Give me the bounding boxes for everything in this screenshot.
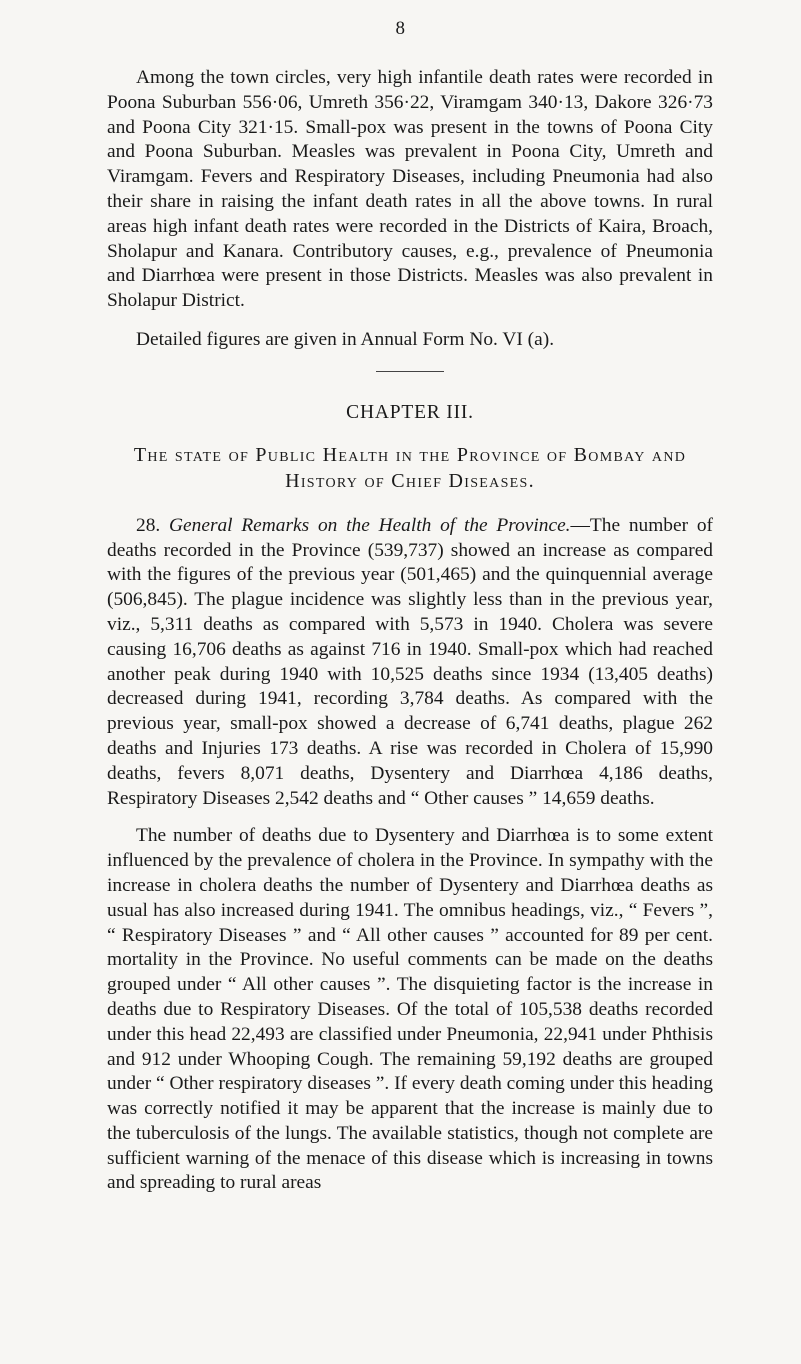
paragraph-dysentery-diarrhoea: The number of deaths due to Dysentery and Diarrhœa is to some extent influenced by the prevalence of cholera in the Province. In sympathy with the increase in cholera deaths the number of Dysentery and Diarrhœa deaths as usual has also increased during 1941. The omnibus headings, viz., “ Fevers ”, “ Respiratory Diseases ” and “ All other causes ” accounted for 89 per cent. mortality in the Province. No useful comments can be made on the deaths grouped under “ All other causes ”. The disquieting factor is the increase in deaths due to Respiratory Diseases. Of the total of 105,538 deaths recorded under this head 22,493 are classified under Pneumonia, 22,941 under Phthisis and 912 under Whooping Cough. The remaining 59,192 deaths are grouped under “ Other respiratory diseases ”. If every death coming under this heading was correctly notified it may be apparent that the increase is mainly due to the tuberculosis of the lungs. The available statistics, though not complete are sufficient warning of the menace of this disease which is increasing in towns and spreading to rural areas	[107, 825, 713, 1194]
section-italic-title: General Remarks on the Health of the Province.	[169, 514, 571, 536]
divider-rule	[376, 371, 444, 372]
paragraph-infantile-death-rates: Among the town circles, very high infantile death rates were recorded in Poona Suburban 556·06, Umreth 356·22, Viramgam 340·13, Dakore 326·73 and Poona City 321·15. Small-pox was present in the towns of Poona City and Poona Suburban. Measles was prevalent in Poona City, Umreth and Viramgam. Fevers and Respiratory Diseases, including Pneumonia had also their share in raising the infant death rates in all the above towns. In rural areas high infant death rates were recorded in the Districts of Kaira, Broach, Sholapur and Kanara. Contributory causes, e.g., prevalence of Pneumonia and Diarrhœa were present in those Districts. Measles was also prevalent in Sholapur District.	[107, 67, 713, 312]
page-number: 8	[395, 18, 406, 39]
section-title: The state of Public Health in the Province of Bombay and History of Chief Diseases.	[133, 443, 687, 492]
section-body-text: —The number of deaths recorded in the Province (539,737) showed an increase as compared with the figures of the previous year (501,465) and the quinquennial average (506,845). The plague incidence was slightly less than in the previous year, viz., 5,311 deaths as compared with 5,573 in 1940. Cholera was severe causing 16,706 deaths as against 716 in 1940. Small-pox which had reached another peak during 1940 with 10,525 deaths since 1934 (13,405 deaths) decreased during 1941, recording 3,784 deaths. As compared with the previous year, small-pox showed a decrease of 6,741 deaths, plague 262 deaths and Injuries 173 deaths. A rise was recorded in Cholera of 15,990 deaths, fevers 8,071 deaths, Dysentery and Diarrhœa 4,186 deaths, Respiratory Diseases 2,542 deaths and “ Other causes ” 14,659 deaths.	[107, 514, 713, 809]
paragraph-detailed-figures: Detailed figures are given in Annual Form No. VI (a).	[136, 328, 555, 350]
page-content	[107, 66, 713, 1196]
section-number: 28.	[136, 514, 161, 536]
paragraph-general-remarks	[107, 514, 713, 812]
chapter-heading: CHAPTER III.	[346, 401, 474, 423]
